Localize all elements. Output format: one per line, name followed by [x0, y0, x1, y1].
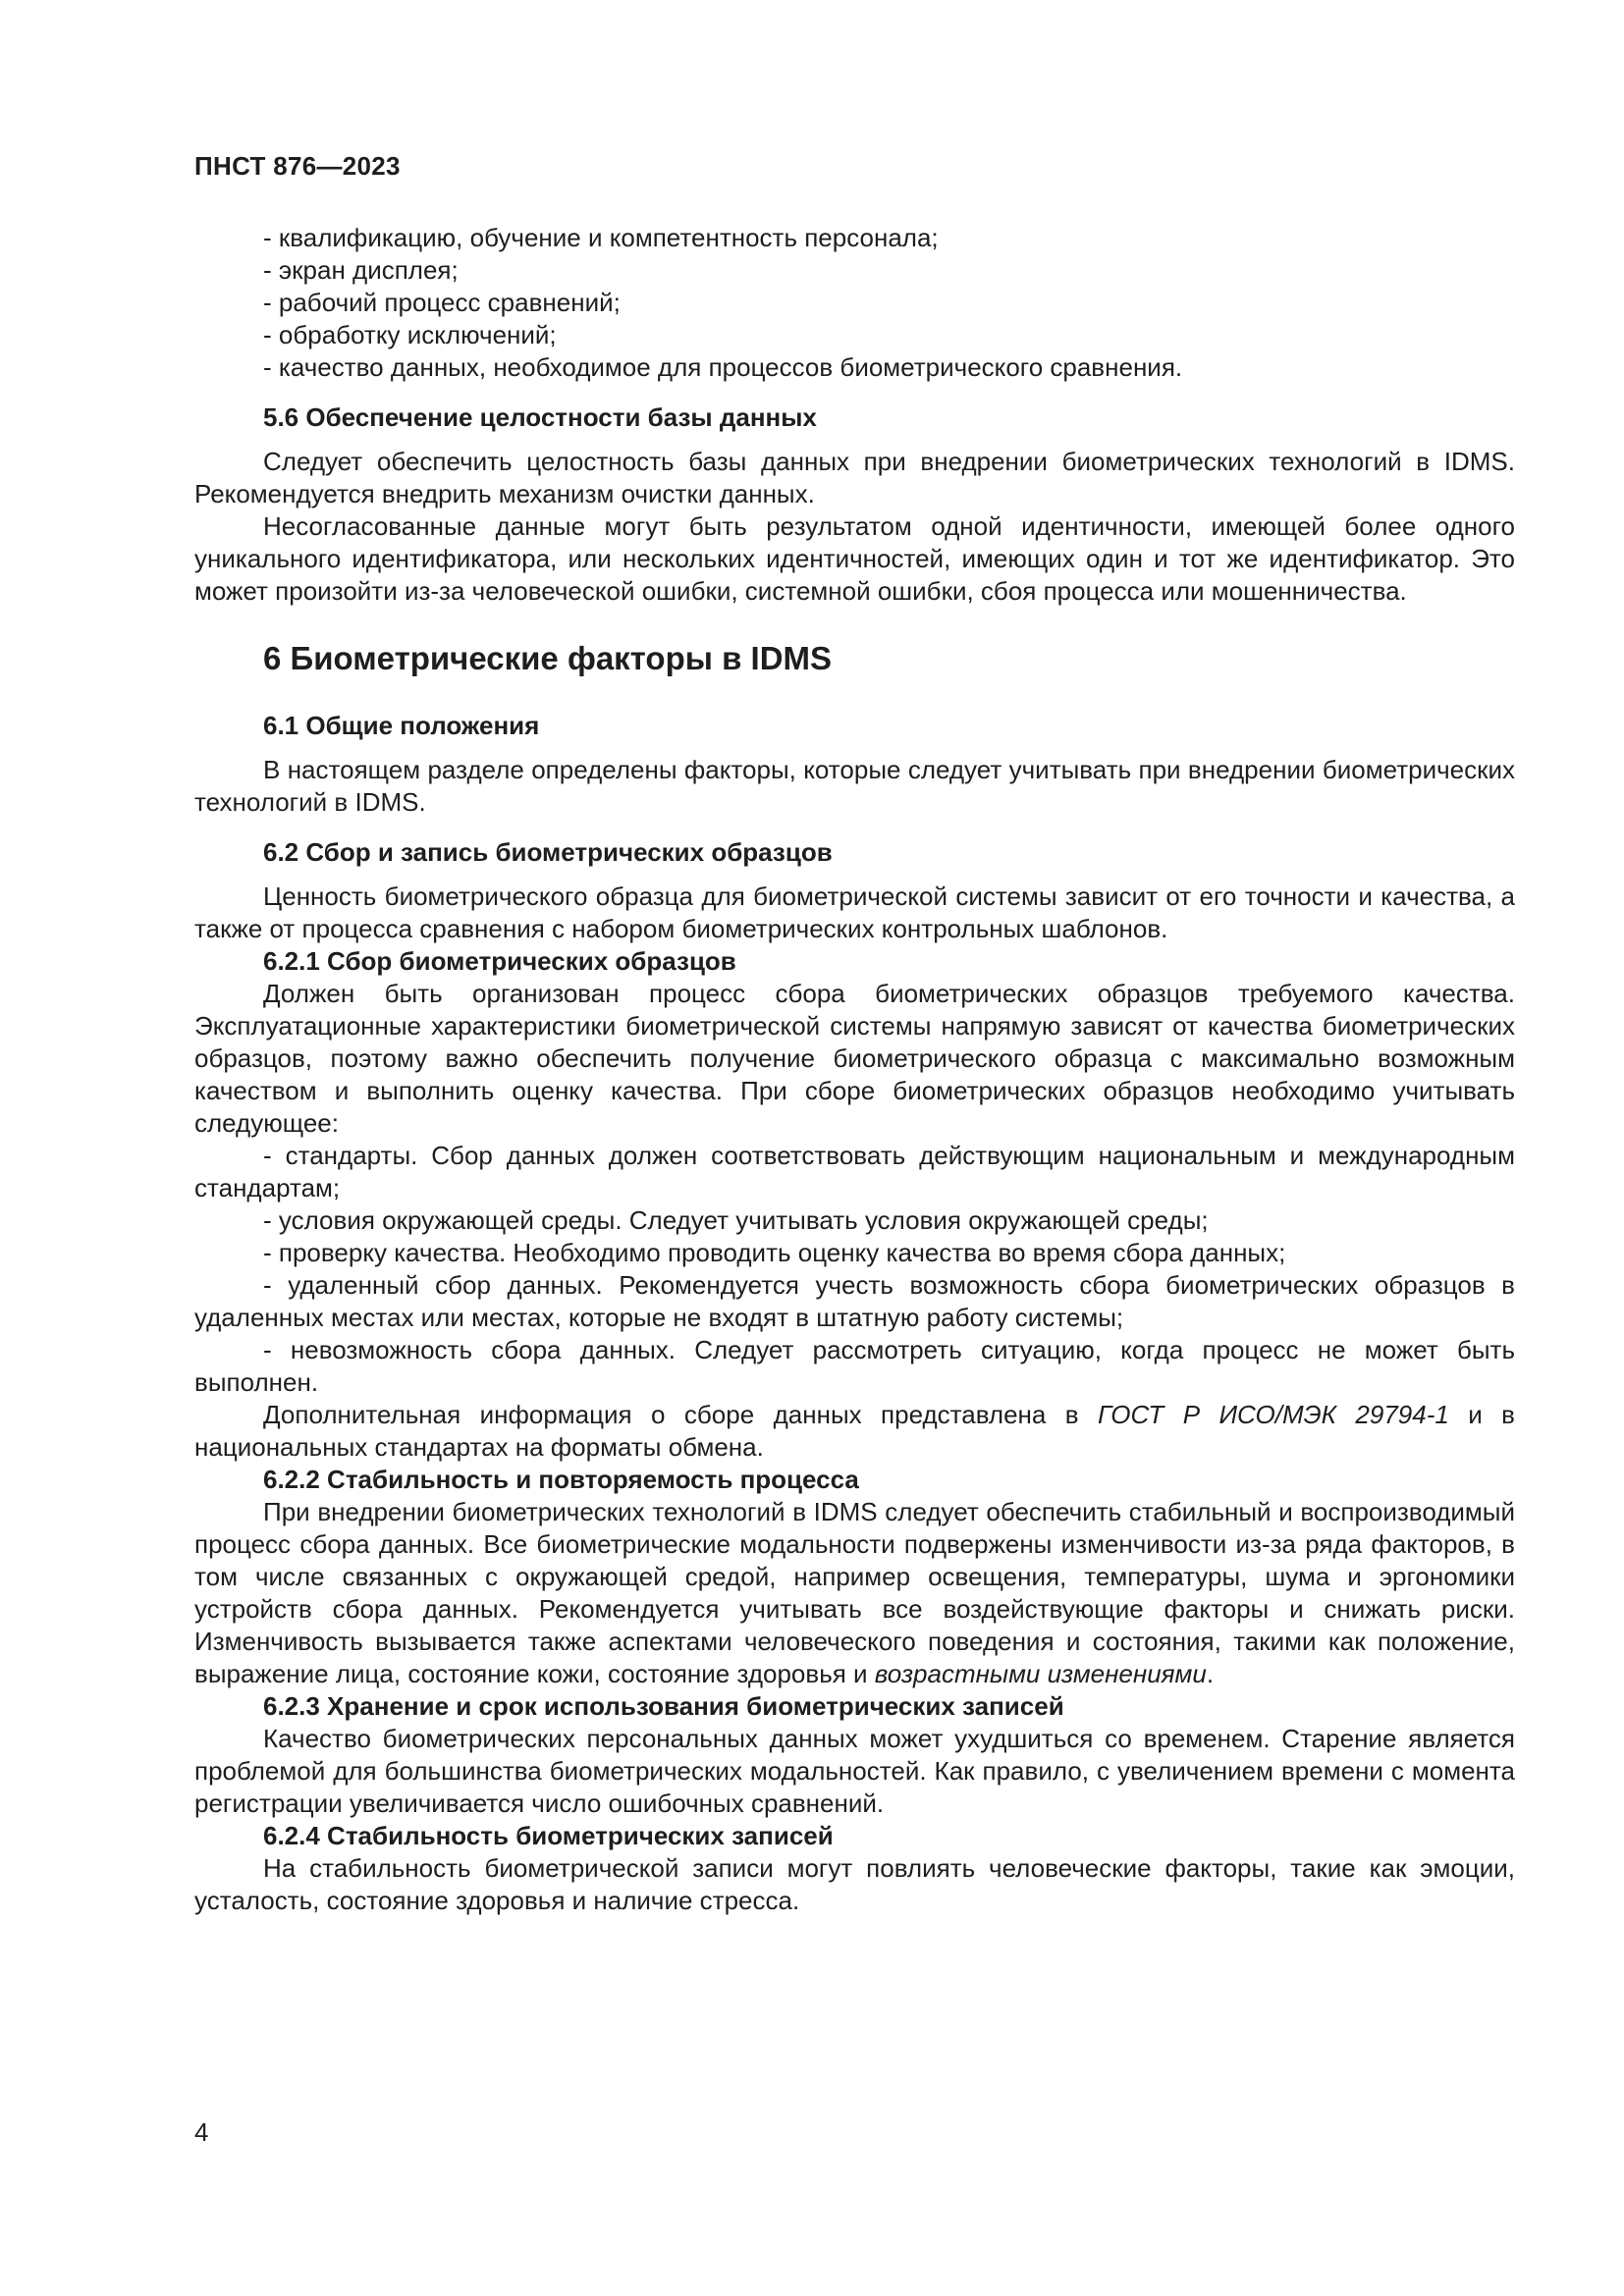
emphasis-text: возрастными изменениями [874, 1659, 1207, 1688]
list-item: - проверку качества. Необходимо проводить оценку качества во время сбора данных; [263, 1238, 1286, 1267]
section-5-6-paragraph: Следует обеспечить целостность базы данных при внедрении биометрических технологий в IDMS. Рекомендуется внедрить механизм очистки данных. [194, 447, 1515, 508]
section-6-2-1-extra-paragraph [194, 1399, 1515, 1464]
section-6-2-paragraph: Ценность биометрического образца для биометрической системы зависит от его точности и качества, а также от процесса сравнения с набором биометрических контрольных шаблонов. [194, 881, 1515, 943]
list-item: - качество данных, необходимое для процессов биометрического сравнения. [263, 352, 1183, 382]
section-6-1-title: 6.1 Общие положения [263, 711, 540, 740]
paragraph-text-pre: При внедрении биометрических технологий в IDMS следует обеспечить стабильный и воспроизводимый процесс сбора данных. Все биометрические модальности подвержены изменчивости из-за ряда факторов, в том числе связанных с окружающей средой, например освещения, температуры, шума и эргономики устройств сбора данных. Рекомендуется учитывать все воздействующие факторы и снижать риски. Изменчивость вызывается также аспектами человеческого поведения и состояния, такими как положение, выражение лица, состояние кожи, состояние здоровья и [194, 1497, 1515, 1688]
list-item: - стандарты. Сбор данных должен соответствовать действующим национальным и международным стандартам; [194, 1141, 1515, 1202]
section-6-2-3-paragraph: Качество биометрических персональных данных может ухудшиться со временем. Старение является проблемой для большинства биометрических модальностей. Как правило, с увеличением времени с момента регистрации увеличивается число ошибочных сравнений. [194, 1724, 1515, 1818]
section-6-2-3-title: 6.2.3 Хранение и срок использования биометрических записей [263, 1691, 1064, 1721]
section-6-2-1-paragraph: Должен быть организован процесс сбора биометрических образцов требуемого качества. Эксплуатационные характеристики биометрической системы напрямую зависят от качества биометрических образцов, поэтому важно обеспечить получение биометрического образца с максимально возможным качеством и выполнить оценку качества. При сборе биометрических образцов необходимо учитывать следующее: [194, 979, 1515, 1138]
extra-text-pre: Дополнительная информация о сборе данных представлена в [263, 1400, 1098, 1429]
section-6-2-2-title: 6.2.2 Стабильность и повторяемость процесса [263, 1465, 859, 1494]
section-5-6-title: 5.6 Обеспечение целостности базы данных [263, 402, 817, 432]
section-6-2-title: 6.2 Сбор и запись биометрических образцов [263, 837, 833, 867]
section-6-2-4-paragraph: На стабильность биометрической записи могут повлиять человеческие факторы, такие как эмоции, усталость, состояние здоровья и наличие стресса. [194, 1853, 1515, 1915]
list-item: - невозможность сбора данных. Следует рассмотреть ситуацию, когда процесс не может быть выполнен. [194, 1335, 1515, 1397]
section-6-title: 6 Биометрические факторы в IDMS [263, 640, 833, 676]
list-item: - квалификацию, обучение и компетентность персонала; [263, 223, 939, 252]
section-6-2-2-paragraph [194, 1496, 1515, 1690]
section-6-2-1-title: 6.2.1 Сбор биометрических образцов [263, 946, 736, 976]
section-6-2-4-title: 6.2.4 Стабильность биометрических записей [263, 1821, 834, 1850]
section-5-6-paragraph: Несогласованные данные могут быть результатом одной идентичности, имеющей более одного уникального идентификатора, или нескольких идентичностей, имеющих один и тот же идентификатор. Это может произойти из-за человеческой ошибки, системной ошибки, сбоя процесса или мошенничества. [194, 511, 1515, 606]
list-item: - экран дисплея; [263, 255, 459, 285]
list-item: - обработку исключений; [263, 320, 557, 349]
paragraph-text-post: . [1206, 1659, 1215, 1688]
section-6-1-paragraph: В настоящем разделе определены факторы, которые следует учитывать при внедрении биометрических технологий в IDMS. [194, 755, 1515, 817]
extra-text-post: и в национальных стандартах на форматы обмена. [194, 1400, 1515, 1462]
page-content [194, 222, 1515, 1917]
page-number: 4 [194, 2117, 209, 2147]
list-item: - удаленный сбор данных. Рекомендуется учесть возможность сбора биометрических образцов в удаленных местах или местах, которые не входят в штатную работу системы; [194, 1270, 1515, 1332]
list-a [194, 222, 1515, 384]
list-item: - условия окружающей среды. Следует учитывать условия окружающей среды; [263, 1205, 1209, 1235]
standard-reference: ГОСТ Р ИСО/МЭК 29794-1 [1098, 1400, 1449, 1429]
document-code: ПНСТ 876—2023 [194, 151, 401, 181]
list-item: - рабочий процесс сравнений; [263, 288, 621, 317]
